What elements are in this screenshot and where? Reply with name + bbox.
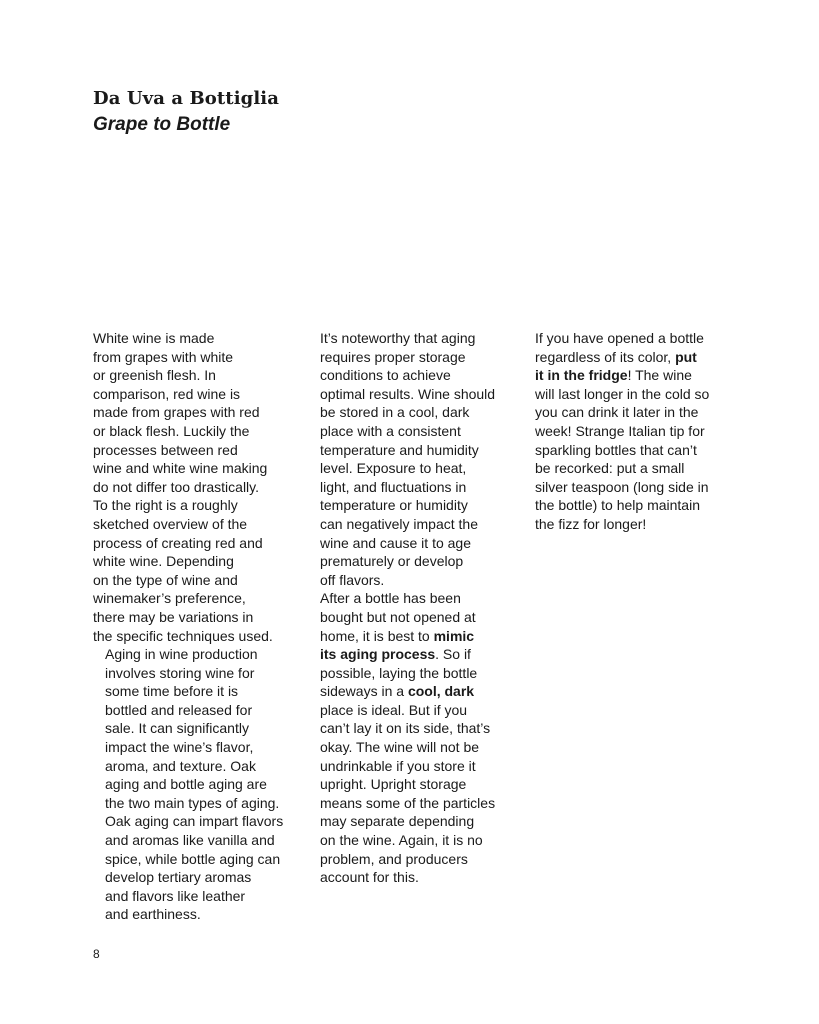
text-segment: the bottle) to help maintain — [535, 497, 700, 514]
text-line — [523, 422, 723, 441]
text-segment: made from grapes with red — [93, 404, 260, 421]
text-line — [93, 757, 293, 776]
highlight-text: cool, dark — [407, 683, 475, 700]
text-segment: impact the wine’s flavor, — [105, 739, 254, 756]
text-segment: develop tertiary aromas — [105, 869, 252, 886]
text-line — [308, 366, 508, 385]
text-segment: winemaker’s preference, — [93, 590, 246, 607]
text-segment: temperature and humidity — [320, 441, 479, 458]
text-segment: possible, laying the bottle — [320, 664, 478, 681]
text-segment: or black flesh. Luckily the — [93, 422, 250, 439]
text-line — [93, 515, 293, 534]
text-segment: sale. It can significantly — [105, 720, 249, 737]
text-segment: may separate depending — [320, 813, 475, 830]
text-line — [93, 385, 293, 404]
text-line — [523, 459, 723, 478]
text-line — [93, 589, 293, 608]
text-segment: process of creating red and — [93, 534, 263, 551]
text-column-2 — [308, 329, 508, 887]
text-segment: involves storing wine for — [105, 664, 255, 681]
text-line — [308, 850, 508, 869]
text-line — [93, 329, 293, 348]
text-column-3 — [523, 329, 723, 534]
text-segment: on the type of wine and — [93, 571, 238, 588]
text-segment: comparison, red wine is — [93, 385, 241, 402]
text-segment: home, it is best to — [320, 627, 434, 644]
text-line — [93, 478, 293, 497]
text-segment: place is ideal. But if you — [320, 701, 468, 718]
text-line — [308, 775, 508, 794]
text-line — [523, 403, 723, 422]
text-segment: White wine is made — [93, 330, 215, 346]
text-line — [523, 515, 723, 534]
text-line — [308, 552, 508, 571]
text-segment: can negatively impact the — [320, 515, 478, 532]
text-line — [93, 441, 293, 460]
text-line — [93, 403, 293, 422]
text-line — [308, 738, 508, 757]
text-segment: problem, and producers — [320, 850, 468, 867]
text-segment: the specific techniques used. — [93, 627, 273, 644]
text-segment: sketched overview of the — [93, 515, 248, 532]
text-line — [93, 645, 293, 664]
text-segment: white wine. Depending — [93, 553, 234, 570]
paragraph — [523, 329, 723, 534]
page-number: 8 — [93, 947, 100, 961]
text-segment: regardless of its color, — [535, 348, 676, 365]
text-segment: optimal results. Wine should — [320, 385, 496, 402]
paragraph — [93, 329, 293, 645]
highlight-text: mimic — [433, 627, 475, 644]
text-segment: there may be variations in — [93, 608, 254, 625]
text-line — [308, 571, 508, 590]
text-line — [308, 441, 508, 460]
text-line — [93, 812, 293, 831]
text-segment: level. Exposure to heat, — [320, 460, 467, 477]
text-line — [93, 459, 293, 478]
text-segment: wine and cause it to age — [320, 534, 471, 551]
text-segment: wine and white wine making — [93, 460, 268, 477]
text-line — [308, 515, 508, 534]
text-segment: on the wine. Again, it is no — [320, 832, 483, 849]
text-segment: To the right is a roughly — [93, 497, 238, 514]
text-segment: be stored in a cool, dark — [320, 404, 470, 421]
text-segment: the fizz for longer! — [535, 515, 647, 532]
text-line — [308, 794, 508, 813]
text-segment: from grapes with white — [93, 348, 234, 365]
text-line — [308, 812, 508, 831]
text-segment: Aging in wine production — [105, 646, 258, 663]
text-segment: It’s noteworthy that aging — [320, 330, 476, 346]
text-line — [308, 329, 508, 348]
text-segment: upright. Upright storage — [320, 776, 467, 793]
text-line — [308, 831, 508, 850]
text-line — [308, 422, 508, 441]
text-segment: spice, while bottle aging can — [105, 850, 281, 867]
text-line — [93, 534, 293, 553]
text-line — [308, 757, 508, 776]
page-title: Da Uva a Bottiglia — [93, 88, 279, 109]
text-segment: sideways in a — [320, 683, 408, 700]
text-column-1 — [93, 329, 293, 924]
text-segment: light, and fluctuations in — [320, 478, 467, 495]
text-line — [523, 329, 723, 348]
text-line — [93, 701, 293, 720]
text-line — [93, 552, 293, 571]
text-segment: Oak aging can impart flavors — [105, 813, 284, 830]
text-line — [93, 868, 293, 887]
text-segment: requires proper storage — [320, 348, 466, 365]
text-segment: account for this. — [320, 869, 419, 886]
text-line — [93, 496, 293, 515]
text-line — [308, 701, 508, 720]
text-segment: bottled and released for — [105, 701, 253, 718]
text-line — [93, 719, 293, 738]
text-segment: ! The wine — [627, 367, 692, 384]
text-line — [93, 775, 293, 794]
text-segment: aging and bottle aging are — [105, 776, 267, 793]
text-line — [308, 627, 508, 646]
text-line — [308, 682, 508, 701]
text-line — [93, 738, 293, 757]
text-segment: you can drink it later in the — [535, 404, 699, 421]
text-line — [93, 627, 293, 646]
text-segment: okay. The wine will not be — [320, 739, 480, 756]
text-line — [523, 496, 723, 515]
text-line — [308, 385, 508, 404]
text-line — [523, 478, 723, 497]
text-line — [93, 608, 293, 627]
text-line — [308, 608, 508, 627]
text-segment: bought but not opened at — [320, 608, 476, 625]
text-line — [308, 403, 508, 422]
text-segment: and flavors like leather — [105, 887, 246, 904]
text-segment: prematurely or develop — [320, 553, 464, 570]
text-line — [93, 682, 293, 701]
text-segment: silver teaspoon (long side in — [535, 478, 709, 495]
text-line — [308, 868, 508, 887]
highlight-text: it in the fridge — [535, 367, 628, 384]
text-segment: undrinkable if you store it — [320, 757, 476, 774]
highlight-text: put — [675, 348, 697, 365]
text-segment: and aromas like vanilla and — [105, 832, 275, 849]
text-segment: place with a consistent — [320, 422, 461, 439]
page-subtitle: Grape to Bottle — [93, 114, 231, 135]
text-line — [308, 496, 508, 515]
highlight-text: its aging process — [320, 646, 436, 663]
paragraph — [308, 329, 508, 589]
text-line — [308, 348, 508, 367]
text-segment: . So if — [435, 646, 471, 663]
text-line — [93, 422, 293, 441]
text-line — [93, 664, 293, 683]
text-line — [93, 887, 293, 906]
text-line — [308, 719, 508, 738]
text-segment: aroma, and texture. Oak — [105, 757, 256, 774]
text-segment: off flavors. — [320, 571, 385, 588]
text-line — [308, 459, 508, 478]
text-line — [308, 478, 508, 497]
text-segment: some time before it is — [105, 683, 239, 700]
text-line — [308, 664, 508, 683]
text-line — [523, 366, 723, 385]
text-line — [308, 589, 508, 608]
text-line — [523, 385, 723, 404]
text-segment: and earthiness. — [105, 906, 201, 923]
text-line — [93, 366, 293, 385]
text-segment: can’t lay it on its side, that’s — [320, 720, 491, 737]
text-segment: or greenish flesh. In — [93, 367, 216, 384]
text-segment: be recorked: put a small — [535, 460, 685, 477]
text-segment: sparkling bottles that can’t — [535, 441, 697, 458]
text-segment: processes between red — [93, 441, 238, 458]
text-line — [308, 645, 508, 664]
text-segment: conditions to achieve — [320, 367, 451, 384]
text-segment: do not differ too drastically. — [93, 478, 260, 495]
text-line — [308, 534, 508, 553]
text-segment: means some of the particles — [320, 794, 496, 811]
text-line — [93, 850, 293, 869]
text-segment: After a bottle has been — [320, 590, 461, 607]
paragraph — [93, 645, 293, 924]
text-line — [93, 905, 293, 924]
text-segment: will last longer in the cold so — [535, 385, 710, 402]
text-segment: week! Strange Italian tip for — [535, 422, 705, 439]
text-segment: the two main types of aging. — [105, 794, 280, 811]
text-line — [523, 441, 723, 460]
text-line — [523, 348, 723, 367]
text-segment: If you have opened a bottle — [535, 330, 704, 346]
text-segment: temperature or humidity — [320, 497, 468, 514]
text-line — [93, 348, 293, 367]
paragraph — [308, 589, 508, 887]
text-line — [93, 571, 293, 590]
text-line — [93, 794, 293, 813]
text-line — [93, 831, 293, 850]
